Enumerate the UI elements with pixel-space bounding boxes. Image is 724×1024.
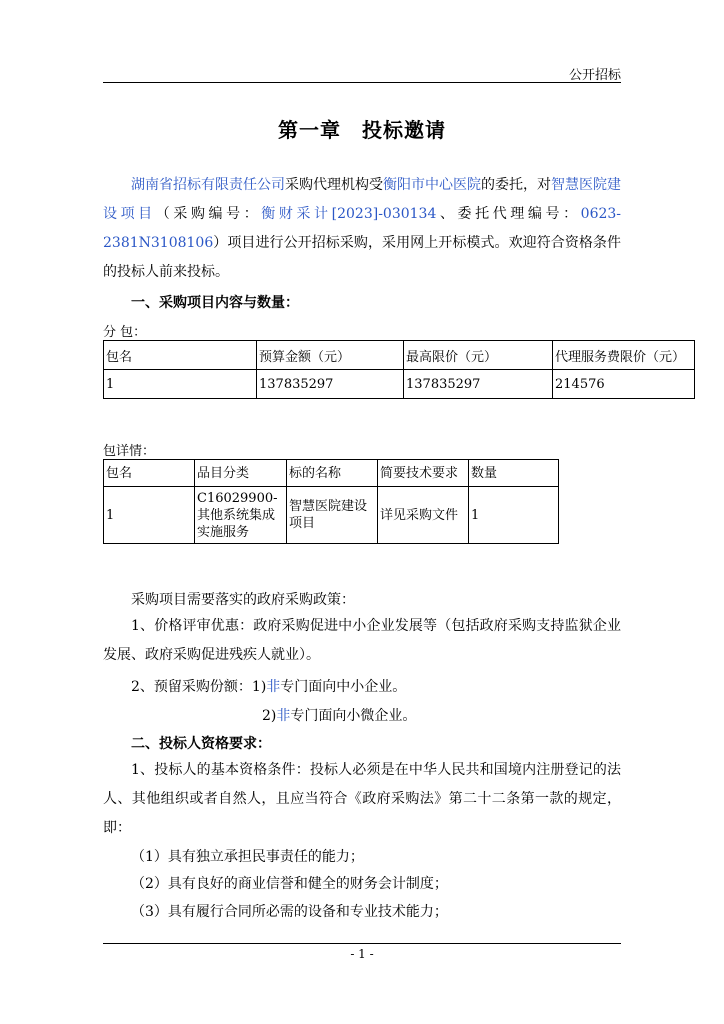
basic-qualification: 1、投标人的基本资格条件：投标人必须是在中华人民共和国境内注册登记的法人、其他组织或者自然人，且应当符合《政府采购法》第二十二条第一款的规定，即：	[103, 762, 621, 836]
table-header-cell: 简要技术要求	[378, 460, 469, 487]
table-cell: C16029900-其他系统集成实施服务	[195, 487, 287, 544]
qualification-item-1: （1）具有独立承担民事责任的能力；	[131, 849, 364, 865]
section-1-heading: 一、采购项目内容与数量：	[131, 295, 299, 311]
policy-item-2b	[262, 705, 416, 725]
policy-item-2b-text: 专门面向小微企业。	[290, 708, 417, 724]
header-divider	[103, 82, 621, 83]
table-row	[104, 487, 559, 544]
table-header-row	[104, 341, 695, 370]
table-header-cell: 最高限价（元）	[404, 341, 553, 370]
policy-intro: 采购项目需要落实的政府采购政策：	[131, 592, 355, 608]
intro-paragraph	[103, 171, 621, 287]
table-cell: 1	[104, 370, 257, 399]
policy-item-2	[131, 676, 406, 696]
policy-item-2-text: 专门面向中小企业。	[280, 679, 407, 695]
table-cell: 智慧医院建设项目	[287, 487, 378, 544]
table-header-cell: 标的名称	[287, 460, 378, 487]
project-name: 智慧医院建设项目	[103, 177, 621, 222]
page-number: - 1 -	[350, 947, 374, 961]
table-header-cell: 数量	[469, 460, 559, 487]
qualification-item-2: （2）具有良好的商业信誉和健全的财务会计制度；	[131, 876, 448, 892]
policy-item-2b-prefix: 2)	[262, 708, 277, 724]
policy-item-2-prefix: 2、预留采购份额：1)	[131, 679, 267, 695]
details-table	[103, 459, 559, 544]
packages-label: 分 包：	[103, 325, 147, 340]
intro-text-2: 的委托，对	[481, 177, 551, 193]
policy-item-2b-negation: 非	[276, 708, 291, 724]
table-cell: 1	[469, 487, 559, 544]
policy-item-1: 1、价格评审优惠：政府采购促进中小企业发展等（包括政府采购支持监狱企业发展、政府采购促进残疾人就业）。	[103, 618, 621, 663]
intro-text-4: 、委托代理编号：	[436, 206, 581, 222]
details-label: 包详情：	[103, 444, 156, 459]
table-cell: 137835297	[404, 370, 553, 399]
agent-number: 0623-2381N3108106	[103, 206, 622, 251]
table-header-cell: 包名	[104, 460, 195, 487]
table-header-cell: 品目分类	[195, 460, 287, 487]
table-header-row	[104, 460, 559, 487]
table-cell: 详见采购文件	[378, 487, 469, 544]
agency-name: 湖南省招标有限责任公司	[131, 177, 285, 193]
intro-text-5: ）项目进行公开招标采购，采用网上开标模式。欢迎符合资格条件的投标人前来投标。	[103, 235, 621, 280]
footer-divider	[103, 943, 621, 944]
intro-text-1: 采购代理机构受	[285, 177, 383, 193]
chapter-title: 第一章 投标邀请	[278, 118, 446, 142]
table-row	[104, 370, 695, 399]
table-header-cell: 包名	[104, 341, 257, 370]
intro-text-3: （采购编号：	[155, 206, 262, 222]
policy-item-2-negation: 非	[266, 679, 281, 695]
client-name: 衡阳市中心医院	[383, 177, 481, 193]
qualification-item-3: （3）具有履行合同所必需的设备和专业技术能力；	[131, 904, 448, 920]
table-cell: 1	[104, 487, 195, 544]
table-cell: 137835297	[257, 370, 404, 399]
table-header-cell: 代理服务费限价（元）	[553, 341, 695, 370]
table-header-cell: 预算金额（元）	[257, 341, 404, 370]
section-2-heading: 二、投标人资格要求：	[131, 736, 271, 752]
table-cell: 214576	[553, 370, 695, 399]
packages-table	[103, 340, 695, 399]
header-label: 公开招标	[568, 68, 621, 83]
procurement-number: 衡财采计[2023]-030134	[261, 206, 437, 222]
